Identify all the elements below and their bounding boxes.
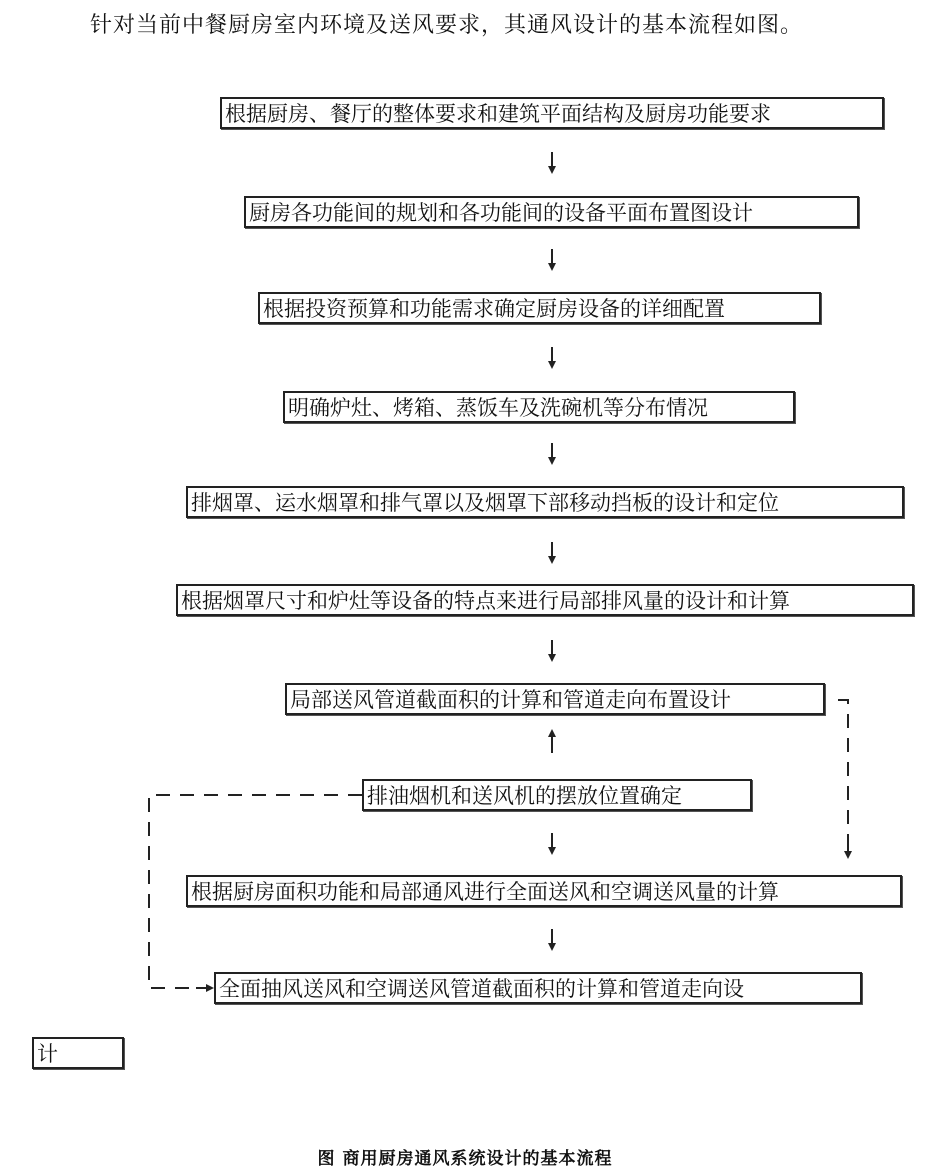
flow-step-10: 全面抽风送风和空调送风管道截面积的计算和管道走向设 (214, 972, 862, 1004)
flow-step-10-continued: 计 (32, 1037, 124, 1069)
flow-step-3: 根据投资预算和功能需求确定厨房设备的详细配置 (258, 292, 821, 324)
flow-step-1: 根据厨房、餐厅的整体要求和建筑平面结构及厨房功能要求 (220, 97, 884, 129)
figure-caption: 图 商用厨房通风系统设计的基本流程 (317, 1149, 613, 1169)
left-dashed-connector (149, 795, 362, 988)
flow-step-4: 明确炉灶、烤箱、蒸饭车及洗碗机等分布情况 (283, 391, 795, 423)
right-dashed-connector (838, 700, 848, 850)
flow-step-8: 排油烟机和送风机的摆放位置确定 (362, 779, 752, 811)
intro-text: 针对当前中餐厨房室内环境及送风要求，其通风设计的基本流程如图。 (90, 13, 804, 38)
flow-step-5: 排烟罩、运水烟罩和排气罩以及烟罩下部移动挡板的设计和定位 (186, 486, 904, 518)
flow-step-2: 厨房各功能间的规划和各功能间的设备平面布置图设计 (244, 196, 859, 228)
flow-step-7: 局部送风管道截面积的计算和管道走向布置设计 (285, 683, 825, 715)
flow-step-9: 根据厨房面积功能和局部通风进行全面送风和空调送风量的计算 (186, 875, 902, 907)
flow-step-6: 根据烟罩尺寸和炉灶等设备的特点来进行局部排风量的设计和计算 (176, 584, 914, 616)
